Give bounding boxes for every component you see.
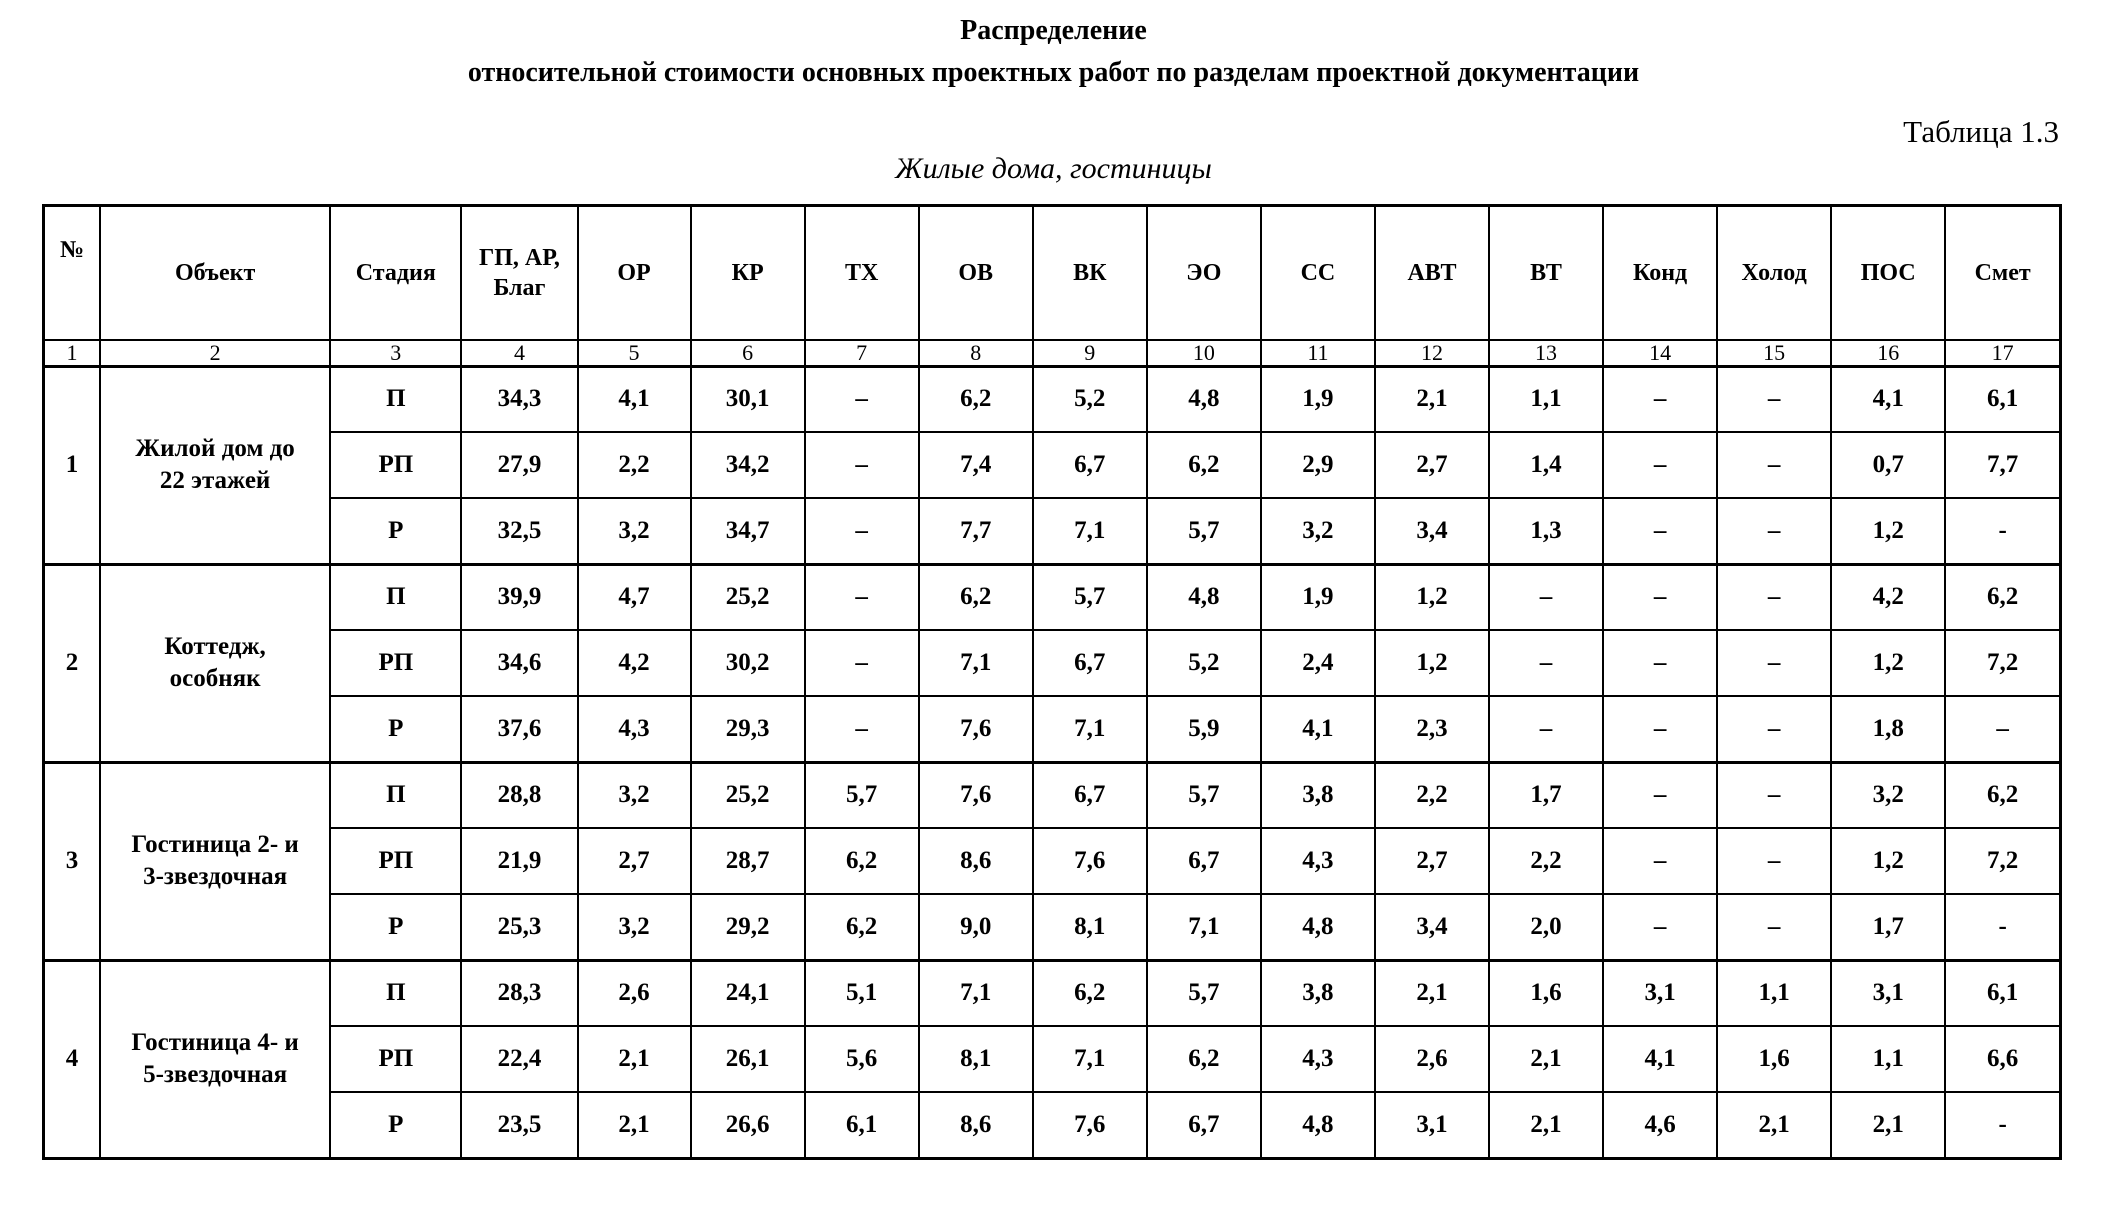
value-cell: – [1603, 498, 1717, 564]
stage-cell: РП [330, 630, 461, 696]
value-cell: 21,9 [461, 828, 577, 894]
column-header: ПОС [1831, 206, 1945, 340]
value-cell: – [1717, 630, 1831, 696]
column-header: ОР [578, 206, 691, 340]
value-cell: – [1603, 630, 1717, 696]
value-cell: 6,2 [919, 366, 1033, 432]
value-cell: 2,4 [1261, 630, 1375, 696]
value-cell: 7,6 [1033, 1092, 1147, 1158]
value-cell: 5,7 [1147, 762, 1261, 828]
value-cell: – [1603, 762, 1717, 828]
value-cell: 3,1 [1831, 960, 1945, 1026]
value-cell: 4,2 [1831, 564, 1945, 630]
value-cell: 6,2 [919, 564, 1033, 630]
column-number: 3 [330, 340, 461, 367]
value-cell: 2,1 [1489, 1092, 1603, 1158]
column-header: ТХ [805, 206, 919, 340]
value-cell: 1,6 [1489, 960, 1603, 1026]
value-cell: 25,2 [691, 564, 805, 630]
value-cell: – [805, 564, 919, 630]
value-cell: 6,7 [1033, 630, 1147, 696]
column-number: 8 [919, 340, 1033, 367]
column-header: Конд [1603, 206, 1717, 340]
value-cell: 4,8 [1261, 1092, 1375, 1158]
value-cell: 4,8 [1261, 894, 1375, 960]
value-cell: 24,1 [691, 960, 805, 1026]
value-cell: 7,7 [919, 498, 1033, 564]
table-row [44, 696, 2061, 762]
value-cell: 7,2 [1945, 630, 2060, 696]
value-cell: 6,7 [1033, 762, 1147, 828]
value-cell: 3,8 [1261, 960, 1375, 1026]
object-name: Коттедж, особняк [100, 564, 330, 762]
value-cell: 5,2 [1147, 630, 1261, 696]
value-cell: – [1717, 696, 1831, 762]
column-header: Объект [100, 206, 330, 340]
stage-cell: РП [330, 1026, 461, 1092]
value-cell: 4,8 [1147, 366, 1261, 432]
value-cell: 23,5 [461, 1092, 577, 1158]
value-cell: 4,3 [578, 696, 691, 762]
value-cell: 6,2 [1147, 432, 1261, 498]
value-cell: – [805, 696, 919, 762]
value-cell: 7,4 [919, 432, 1033, 498]
value-cell: 4,2 [578, 630, 691, 696]
value-cell: 28,8 [461, 762, 577, 828]
column-number: 4 [461, 340, 577, 367]
column-header: ВТ [1489, 206, 1603, 340]
column-number: 17 [1945, 340, 2060, 367]
value-cell: 5,7 [1033, 564, 1147, 630]
group-number: 4 [44, 960, 101, 1158]
value-cell: – [1717, 432, 1831, 498]
value-cell: 4,8 [1147, 564, 1261, 630]
value-cell: 1,2 [1375, 564, 1489, 630]
value-cell: 2,0 [1489, 894, 1603, 960]
value-cell: 1,9 [1261, 366, 1375, 432]
value-cell: 5,1 [805, 960, 919, 1026]
table-row [44, 960, 2061, 1026]
value-cell: 3,2 [578, 762, 691, 828]
value-cell: 6,2 [1033, 960, 1147, 1026]
value-cell: 4,6 [1603, 1092, 1717, 1158]
column-header: Холод [1717, 206, 1831, 340]
value-cell: – [1489, 630, 1603, 696]
stage-cell: П [330, 762, 461, 828]
column-number: 9 [1033, 340, 1147, 367]
value-cell: 2,9 [1261, 432, 1375, 498]
value-cell: 27,9 [461, 432, 577, 498]
table-row [44, 762, 2061, 828]
value-cell: 5,9 [1147, 696, 1261, 762]
value-cell: 6,2 [805, 828, 919, 894]
value-cell: 7,1 [1147, 894, 1261, 960]
value-cell: 2,7 [1375, 828, 1489, 894]
value-cell: 1,4 [1489, 432, 1603, 498]
value-cell: 1,7 [1831, 894, 1945, 960]
stage-cell: П [330, 366, 461, 432]
column-number: 10 [1147, 340, 1261, 367]
value-cell: 1,2 [1831, 630, 1945, 696]
column-header: ЭО [1147, 206, 1261, 340]
column-header: СС [1261, 206, 1375, 340]
value-cell: 5,6 [805, 1026, 919, 1092]
value-cell: – [1489, 696, 1603, 762]
table-subtitle: Жилые дома, гостиницы [895, 152, 1212, 185]
column-number: 2 [100, 340, 330, 367]
value-cell: – [1717, 828, 1831, 894]
value-cell: 3,2 [1831, 762, 1945, 828]
value-cell: 30,1 [691, 366, 805, 432]
column-header: ОВ [919, 206, 1033, 340]
value-cell: – [1603, 432, 1717, 498]
value-cell: 2,7 [1375, 432, 1489, 498]
value-cell: 6,1 [1945, 366, 2060, 432]
value-cell: 4,1 [1831, 366, 1945, 432]
document-title-subtext: относительной стоимости основных проектных работ по разделам проектной документации [467, 57, 1640, 88]
value-cell: 1,1 [1489, 366, 1603, 432]
column-header: № [44, 206, 101, 340]
column-header: КР [691, 206, 805, 340]
value-cell: 2,2 [578, 432, 691, 498]
table-row [44, 564, 2061, 630]
value-cell: 6,6 [1945, 1026, 2060, 1092]
object-name: Гостиница 4- и 5-звездочная [100, 960, 330, 1158]
value-cell: 7,1 [1033, 1026, 1147, 1092]
value-cell: 1,6 [1717, 1026, 1831, 1092]
value-cell: 32,5 [461, 498, 577, 564]
column-number: 12 [1375, 340, 1489, 367]
value-cell: – [1603, 894, 1717, 960]
column-number: 16 [1831, 340, 1945, 367]
value-cell: 4,7 [578, 564, 691, 630]
value-cell: 28,7 [691, 828, 805, 894]
value-cell: 28,3 [461, 960, 577, 1026]
value-cell: 5,7 [1147, 498, 1261, 564]
column-header: Стадия [330, 206, 461, 340]
value-cell: 2,1 [578, 1092, 691, 1158]
value-cell: 34,3 [461, 366, 577, 432]
cost-distribution-table [42, 204, 2062, 1160]
value-cell: – [805, 432, 919, 498]
value-cell: 4,3 [1261, 1026, 1375, 1092]
value-cell: – [1717, 564, 1831, 630]
value-cell: 8,1 [919, 1026, 1033, 1092]
value-cell: - [1945, 1092, 2060, 1158]
value-cell: 29,2 [691, 894, 805, 960]
value-cell: 7,2 [1945, 828, 2060, 894]
stage-cell: П [330, 564, 461, 630]
value-cell: 1,3 [1489, 498, 1603, 564]
table-row [44, 828, 2061, 894]
value-cell: 6,2 [805, 894, 919, 960]
value-cell: 1,2 [1831, 828, 1945, 894]
column-number: 14 [1603, 340, 1717, 367]
value-cell: 3,1 [1603, 960, 1717, 1026]
value-cell: 34,6 [461, 630, 577, 696]
value-cell: 5,2 [1033, 366, 1147, 432]
value-cell: – [1489, 564, 1603, 630]
value-cell: 2,1 [1717, 1092, 1831, 1158]
value-cell: 6,1 [805, 1092, 919, 1158]
value-cell: 3,2 [1261, 498, 1375, 564]
value-cell: 1,9 [1261, 564, 1375, 630]
table-row [44, 498, 2061, 564]
value-cell: 4,1 [578, 366, 691, 432]
value-cell: 6,2 [1147, 1026, 1261, 1092]
value-cell: 34,7 [691, 498, 805, 564]
value-cell: 1,2 [1375, 630, 1489, 696]
value-cell: 5,7 [1147, 960, 1261, 1026]
value-cell: 25,2 [691, 762, 805, 828]
value-cell: 3,2 [578, 894, 691, 960]
object-name: Гостиница 2- и 3-звездочная [100, 762, 330, 960]
value-cell: – [1603, 696, 1717, 762]
value-cell: 8,6 [919, 1092, 1033, 1158]
value-cell: 1,7 [1489, 762, 1603, 828]
value-cell: 37,6 [461, 696, 577, 762]
value-cell: – [805, 366, 919, 432]
column-header: АВТ [1375, 206, 1489, 340]
column-number: 1 [44, 340, 101, 367]
stage-cell: Р [330, 1092, 461, 1158]
value-cell: 2,2 [1489, 828, 1603, 894]
value-cell: 3,2 [578, 498, 691, 564]
column-number: 15 [1717, 340, 1831, 367]
value-cell: 22,4 [461, 1026, 577, 1092]
value-cell: – [1717, 894, 1831, 960]
group-number: 2 [44, 564, 101, 762]
column-number: 6 [691, 340, 805, 367]
object-name: Жилой дом до 22 этажей [100, 366, 330, 564]
value-cell: 8,6 [919, 828, 1033, 894]
value-cell: 3,1 [1375, 1092, 1489, 1158]
document-title: Распределение [960, 15, 1147, 46]
table-row [44, 366, 2061, 432]
value-cell: 2,7 [578, 828, 691, 894]
column-header: ГП, АР, Благ [461, 206, 577, 340]
value-cell: 6,7 [1147, 1092, 1261, 1158]
value-cell: – [805, 630, 919, 696]
stage-cell: П [330, 960, 461, 1026]
value-cell: 6,7 [1033, 432, 1147, 498]
header-row [44, 206, 2061, 340]
value-cell: 7,1 [919, 960, 1033, 1026]
table-row [44, 1092, 2061, 1158]
value-cell: 7,6 [1033, 828, 1147, 894]
value-cell: – [1945, 696, 2060, 762]
column-number-row [44, 340, 2061, 367]
column-header: Смет [1945, 206, 2060, 340]
value-cell: – [1717, 366, 1831, 432]
stage-cell: Р [330, 894, 461, 960]
value-cell: 6,2 [1945, 762, 2060, 828]
value-cell: 7,7 [1945, 432, 2060, 498]
value-cell: 1,1 [1831, 1026, 1945, 1092]
value-cell: 7,6 [919, 696, 1033, 762]
value-cell: - [1945, 894, 2060, 960]
column-number: 13 [1489, 340, 1603, 367]
value-cell: 7,1 [919, 630, 1033, 696]
table-number: Таблица 1.3 [1903, 114, 2059, 149]
value-cell: 6,1 [1945, 960, 2060, 1026]
value-cell: 4,1 [1603, 1026, 1717, 1092]
value-cell: – [805, 498, 919, 564]
value-cell: 7,1 [1033, 696, 1147, 762]
group-number: 3 [44, 762, 101, 960]
value-cell: 2,6 [1375, 1026, 1489, 1092]
value-cell: 30,2 [691, 630, 805, 696]
value-cell: – [1603, 564, 1717, 630]
value-cell: 4,1 [1261, 696, 1375, 762]
value-cell: 2,3 [1375, 696, 1489, 762]
value-cell: 25,3 [461, 894, 577, 960]
stage-cell: РП [330, 828, 461, 894]
table-row [44, 432, 2061, 498]
column-number: 7 [805, 340, 919, 367]
value-cell: 2,6 [578, 960, 691, 1026]
value-cell: 0,7 [1831, 432, 1945, 498]
value-cell: 1,8 [1831, 696, 1945, 762]
value-cell: 26,1 [691, 1026, 805, 1092]
value-cell: - [1945, 498, 2060, 564]
stage-cell: Р [330, 498, 461, 564]
value-cell: 1,2 [1831, 498, 1945, 564]
column-number: 11 [1261, 340, 1375, 367]
value-cell: 2,1 [1831, 1092, 1945, 1158]
value-cell: 1,1 [1717, 960, 1831, 1026]
value-cell: 3,4 [1375, 894, 1489, 960]
column-header: ВК [1033, 206, 1147, 340]
value-cell: 3,8 [1261, 762, 1375, 828]
value-cell: 4,3 [1261, 828, 1375, 894]
value-cell: 8,1 [1033, 894, 1147, 960]
value-cell: 34,2 [691, 432, 805, 498]
value-cell: 2,1 [578, 1026, 691, 1092]
value-cell: 26,6 [691, 1092, 805, 1158]
value-cell: 2,1 [1375, 366, 1489, 432]
value-cell: 2,2 [1375, 762, 1489, 828]
value-cell: – [1717, 498, 1831, 564]
stage-cell: РП [330, 432, 461, 498]
value-cell: – [1603, 366, 1717, 432]
value-cell: 6,7 [1147, 828, 1261, 894]
value-cell: 6,2 [1945, 564, 2060, 630]
table-row [44, 630, 2061, 696]
value-cell: 9,0 [919, 894, 1033, 960]
value-cell: 7,6 [919, 762, 1033, 828]
table-row [44, 894, 2061, 960]
value-cell: 2,1 [1375, 960, 1489, 1026]
stage-cell: Р [330, 696, 461, 762]
value-cell: 2,1 [1489, 1026, 1603, 1092]
value-cell: 29,3 [691, 696, 805, 762]
value-cell: – [1603, 828, 1717, 894]
value-cell: 39,9 [461, 564, 577, 630]
column-number: 5 [578, 340, 691, 367]
value-cell: 7,1 [1033, 498, 1147, 564]
table-row [44, 1026, 2061, 1092]
value-cell: 3,4 [1375, 498, 1489, 564]
value-cell: 5,7 [805, 762, 919, 828]
value-cell: – [1717, 762, 1831, 828]
group-number: 1 [44, 366, 101, 564]
